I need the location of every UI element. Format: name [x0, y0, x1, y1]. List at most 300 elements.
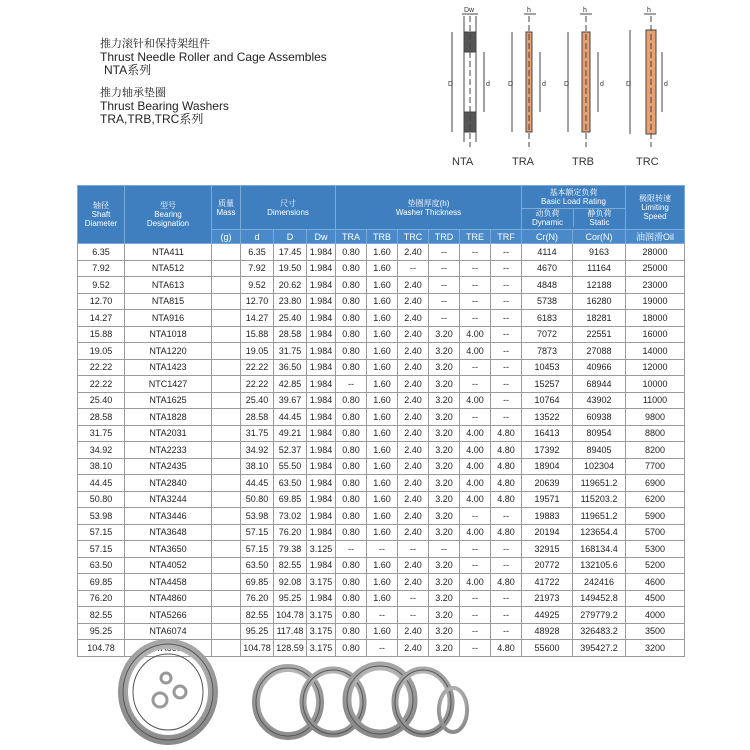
- cell-tre: 4.00: [460, 475, 491, 492]
- cell-dim-Dw: 1.984: [307, 376, 336, 393]
- cell-dynamic-load: 16413: [522, 425, 573, 442]
- cell-dynamic-load: 19883: [522, 508, 573, 525]
- cell-shaft-diameter: 57.15: [78, 524, 125, 541]
- cell-trf: 4.80: [491, 524, 522, 541]
- cell-designation: NTA1423: [125, 359, 212, 376]
- dim-h-label-trc: h: [647, 7, 651, 14]
- cell-limiting-speed: 14000: [626, 343, 685, 360]
- cell-trd: --: [429, 541, 460, 558]
- cell-dim-D: 117.48: [274, 623, 307, 640]
- cell-dim-d: 9.52: [241, 277, 274, 294]
- cell-trf: --: [491, 244, 522, 261]
- header-mass: 质量 Mass: [212, 186, 241, 230]
- cell-static-load: 242416: [573, 574, 626, 591]
- cell-dim-Dw: 1.984: [307, 425, 336, 442]
- subheader-Dw: Dw: [307, 230, 336, 244]
- cell-dim-D: 52.37: [274, 442, 307, 459]
- cell-limiting-speed: 3200: [626, 640, 685, 657]
- cell-tre: 4.00: [460, 524, 491, 541]
- cell-trf: --: [491, 293, 522, 310]
- cell-trb: 1.60: [367, 310, 398, 327]
- cell-tra: 0.80: [336, 491, 367, 508]
- cell-limiting-speed: 25000: [626, 260, 685, 277]
- cell-dim-d: 63.50: [241, 557, 274, 574]
- specification-table: [77, 185, 685, 657]
- cell-trb: --: [367, 640, 398, 657]
- cell-tra: 0.80: [336, 475, 367, 492]
- cell-static-load: 18281: [573, 310, 626, 327]
- cell-tre: --: [460, 607, 491, 624]
- cell-tra: 0.80: [336, 607, 367, 624]
- cell-mass: [212, 491, 241, 508]
- cell-tra: 0.80: [336, 409, 367, 426]
- cell-limiting-speed: 5200: [626, 557, 685, 574]
- cell-shaft-diameter: 19.05: [78, 343, 125, 360]
- cell-dim-Dw: 1.984: [307, 260, 336, 277]
- cell-trd: 3.20: [429, 392, 460, 409]
- table-row: [78, 409, 685, 426]
- cell-dim-D: 82.55: [274, 557, 307, 574]
- dim-D-label-tra: D: [508, 81, 514, 88]
- cell-limiting-speed: 8800: [626, 425, 685, 442]
- cell-trf: 4.80: [491, 442, 522, 459]
- header-designation: 型号 Bearing Designation: [125, 186, 212, 244]
- cell-trc: 2.40: [398, 557, 429, 574]
- cell-shaft-diameter: 12.70: [78, 293, 125, 310]
- cell-dynamic-load: 17392: [522, 442, 573, 459]
- cell-trc: --: [398, 607, 429, 624]
- cell-designation: NTA613: [125, 277, 212, 294]
- cell-mass: [212, 310, 241, 327]
- cell-dim-Dw: 1.984: [307, 458, 336, 475]
- cell-limiting-speed: 9800: [626, 409, 685, 426]
- cell-designation: NTA2233: [125, 442, 212, 459]
- cell-dynamic-load: 13522: [522, 409, 573, 426]
- header-washer-thickness: 垫圈厚度(h) Washer Thickness: [336, 186, 522, 230]
- cell-tra: 0.80: [336, 310, 367, 327]
- cell-designation: NTA1220: [125, 343, 212, 360]
- cell-static-load: 40966: [573, 359, 626, 376]
- cell-mass: [212, 277, 241, 294]
- cell-static-load: 119651.2: [573, 475, 626, 492]
- cell-dim-D: 63.50: [274, 475, 307, 492]
- cell-trf: --: [491, 541, 522, 558]
- cell-shaft-diameter: 22.22: [78, 359, 125, 376]
- cell-dim-D: 44.45: [274, 409, 307, 426]
- subheader-trc: TRC: [398, 230, 429, 244]
- cell-limiting-speed: 23000: [626, 277, 685, 294]
- cell-tre: --: [460, 293, 491, 310]
- cell-designation: NTA4052: [125, 557, 212, 574]
- washer-title-cn: 推力轴承垫圈: [100, 87, 166, 99]
- cell-trc: --: [398, 541, 429, 558]
- nta-title-cn: 推力滚针和保持架组件: [100, 38, 210, 50]
- cell-mass: [212, 524, 241, 541]
- cell-trb: 1.60: [367, 425, 398, 442]
- cell-tre: --: [460, 590, 491, 607]
- cell-trd: 3.20: [429, 623, 460, 640]
- dim-h-label-tra: h: [527, 7, 531, 14]
- cell-trf: 4.80: [491, 458, 522, 475]
- cell-trd: 3.20: [429, 475, 460, 492]
- cell-dynamic-load: 20639: [522, 475, 573, 492]
- cell-trd: --: [429, 293, 460, 310]
- subheader-D: D: [274, 230, 307, 244]
- cell-trf: --: [491, 310, 522, 327]
- cell-mass: [212, 392, 241, 409]
- cell-trd: 3.20: [429, 590, 460, 607]
- table-row: [78, 425, 685, 442]
- cell-mass: [212, 541, 241, 558]
- cell-dim-D: 79.38: [274, 541, 307, 558]
- table-row: [78, 524, 685, 541]
- cell-mass: [212, 442, 241, 459]
- cell-tre: --: [460, 640, 491, 657]
- cell-dim-D: 128.59: [274, 640, 307, 657]
- cell-trc: 2.40: [398, 343, 429, 360]
- cell-dim-d: 15.88: [241, 326, 274, 343]
- cell-dynamic-load: 20772: [522, 557, 573, 574]
- cell-dynamic-load: 4670: [522, 260, 573, 277]
- cell-tre: 4.00: [460, 491, 491, 508]
- cell-dim-Dw: 3.175: [307, 574, 336, 591]
- cell-tra: 0.80: [336, 508, 367, 525]
- cell-trb: 1.60: [367, 574, 398, 591]
- cell-static-load: 12188: [573, 277, 626, 294]
- cell-dim-d: 95.25: [241, 623, 274, 640]
- dim-D-label-nta: D: [448, 81, 454, 88]
- cell-limiting-speed: 4500: [626, 590, 685, 607]
- cell-trb: 1.60: [367, 557, 398, 574]
- cell-tra: 0.80: [336, 260, 367, 277]
- cell-dim-D: 104.78: [274, 607, 307, 624]
- cell-static-load: 279779.2: [573, 607, 626, 624]
- cell-dynamic-load: 4114: [522, 244, 573, 261]
- cell-dynamic-load: 32915: [522, 541, 573, 558]
- nta-title-en: Thrust Needle Roller and Cage Assembles: [100, 50, 327, 64]
- cell-mass: [212, 607, 241, 624]
- cell-trd: 3.20: [429, 508, 460, 525]
- cell-shaft-diameter: 38.10: [78, 458, 125, 475]
- subheader-oil: 油润滑Oil: [626, 230, 685, 244]
- cell-static-load: 89405: [573, 442, 626, 459]
- cell-shaft-diameter: 57.15: [78, 541, 125, 558]
- cell-trd: --: [429, 277, 460, 294]
- cell-dim-d: 53.98: [241, 508, 274, 525]
- cell-tre: --: [460, 409, 491, 426]
- table-row: [78, 326, 685, 343]
- cell-dim-D: 92.08: [274, 574, 307, 591]
- nta-series: NTA系列: [104, 63, 152, 77]
- cell-tra: 0.80: [336, 359, 367, 376]
- cell-tre: --: [460, 557, 491, 574]
- cell-dynamic-load: 20194: [522, 524, 573, 541]
- cell-trf: --: [491, 409, 522, 426]
- cell-dim-Dw: 1.984: [307, 491, 336, 508]
- cell-tra: 0.80: [336, 458, 367, 475]
- cell-trb: 1.60: [367, 458, 398, 475]
- cell-mass: [212, 623, 241, 640]
- cell-dim-D: 17.45: [274, 244, 307, 261]
- cell-trd: 3.20: [429, 524, 460, 541]
- subheader-mass-unit: (g): [212, 230, 241, 244]
- header-dynamic: 动负荷 Dynamic: [522, 209, 574, 227]
- subheader-cor: Cor(N): [573, 230, 626, 244]
- cell-shaft-diameter: 53.98: [78, 508, 125, 525]
- table-row: [78, 508, 685, 525]
- cell-dim-d: 22.22: [241, 359, 274, 376]
- cell-static-load: 395427.2: [573, 640, 626, 657]
- cell-trd: 3.20: [429, 326, 460, 343]
- cell-dynamic-load: 44925: [522, 607, 573, 624]
- cell-dim-d: 50.80: [241, 491, 274, 508]
- cell-dim-d: 7.92: [241, 260, 274, 277]
- cell-static-load: 22551: [573, 326, 626, 343]
- dim-d-label-nta: d: [486, 81, 490, 88]
- cell-dim-D: 73.02: [274, 508, 307, 525]
- cell-trb: 1.60: [367, 491, 398, 508]
- cell-dim-D: 23.80: [274, 293, 307, 310]
- cell-dynamic-load: 5738: [522, 293, 573, 310]
- header-limiting-speed: 极限转速 Limiting Speed: [626, 186, 685, 230]
- cell-dim-d: 19.05: [241, 343, 274, 360]
- cell-dim-D: 28.58: [274, 326, 307, 343]
- table-row: [78, 359, 685, 376]
- cell-dim-D: 20.62: [274, 277, 307, 294]
- cell-dim-d: 12.70: [241, 293, 274, 310]
- cell-tre: 4.00: [460, 458, 491, 475]
- cell-mass: [212, 458, 241, 475]
- table-row: [78, 244, 685, 261]
- table-row: [78, 475, 685, 492]
- cell-dim-D: 55.50: [274, 458, 307, 475]
- cell-trc: 2.40: [398, 277, 429, 294]
- cell-tra: 0.80: [336, 293, 367, 310]
- cell-static-load: 168134.4: [573, 541, 626, 558]
- cell-trc: 2.40: [398, 409, 429, 426]
- cell-shaft-diameter: 31.75: [78, 425, 125, 442]
- cell-dim-d: 57.15: [241, 541, 274, 558]
- cell-tre: --: [460, 376, 491, 393]
- diagram-label-nta: NTA: [452, 156, 474, 168]
- cell-trd: 3.20: [429, 409, 460, 426]
- cell-dynamic-load: 4848: [522, 277, 573, 294]
- cell-dim-Dw: 1.984: [307, 590, 336, 607]
- cell-designation: NTA815: [125, 293, 212, 310]
- cell-dynamic-load: 15257: [522, 376, 573, 393]
- table-row: [78, 607, 685, 624]
- table-row: [78, 541, 685, 558]
- table-row: [78, 557, 685, 574]
- cell-mass: [212, 359, 241, 376]
- cell-trd: 3.20: [429, 359, 460, 376]
- cell-tra: 0.80: [336, 392, 367, 409]
- cell-trc: 2.40: [398, 640, 429, 657]
- table-body: [78, 244, 685, 657]
- cell-trc: 2.40: [398, 458, 429, 475]
- cell-mass: [212, 508, 241, 525]
- cell-trb: 1.60: [367, 623, 398, 640]
- cell-trf: 4.80: [491, 475, 522, 492]
- header-shaft-diameter: 轴径 Shaft Diameter: [78, 186, 125, 244]
- table-row: [78, 376, 685, 393]
- cell-trf: 4.80: [491, 574, 522, 591]
- cell-dim-d: 28.58: [241, 409, 274, 426]
- cell-designation: NTA3446: [125, 508, 212, 525]
- cell-dim-Dw: 1.984: [307, 326, 336, 343]
- cell-mass: [212, 326, 241, 343]
- cell-trc: --: [398, 260, 429, 277]
- cell-tra: 0.80: [336, 343, 367, 360]
- cell-designation: NTA3650: [125, 541, 212, 558]
- cell-tre: 4.00: [460, 442, 491, 459]
- cell-shaft-diameter: 104.78: [78, 640, 125, 657]
- cell-designation: NTA916: [125, 310, 212, 327]
- cell-designation: NTA2031: [125, 425, 212, 442]
- cell-trc: 2.40: [398, 425, 429, 442]
- cell-designation: NTA2435: [125, 458, 212, 475]
- cell-dim-Dw: 1.984: [307, 359, 336, 376]
- cell-limiting-speed: 18000: [626, 310, 685, 327]
- cell-dim-d: 38.10: [241, 458, 274, 475]
- cell-dim-D: 39.67: [274, 392, 307, 409]
- cell-dim-d: 14.27: [241, 310, 274, 327]
- cell-dim-d: 69.85: [241, 574, 274, 591]
- cell-trf: --: [491, 326, 522, 343]
- cell-limiting-speed: 28000: [626, 244, 685, 261]
- cell-tra: 0.80: [336, 640, 367, 657]
- cell-dim-Dw: 1.984: [307, 392, 336, 409]
- cell-dim-d: 82.55: [241, 607, 274, 624]
- cell-limiting-speed: 4000: [626, 607, 685, 624]
- cell-mass: [212, 260, 241, 277]
- table-row: [78, 277, 685, 294]
- bearing-cross-section-diagram: [440, 2, 685, 172]
- cell-dynamic-load: 7072: [522, 326, 573, 343]
- cell-trc: --: [398, 590, 429, 607]
- cell-limiting-speed: 16000: [626, 326, 685, 343]
- cell-dim-D: 36.50: [274, 359, 307, 376]
- cell-trf: --: [491, 508, 522, 525]
- cell-static-load: 149452.8: [573, 590, 626, 607]
- product-photo-rings: [118, 640, 473, 745]
- cell-dim-Dw: 3.175: [307, 623, 336, 640]
- cell-dim-Dw: 1.984: [307, 557, 336, 574]
- cell-tra: 0.80: [336, 326, 367, 343]
- cell-dim-Dw: 3.175: [307, 607, 336, 624]
- cell-dynamic-load: 10764: [522, 392, 573, 409]
- cell-trc: 2.40: [398, 293, 429, 310]
- cell-trb: --: [367, 607, 398, 624]
- table-row: [78, 260, 685, 277]
- table-row: [78, 574, 685, 591]
- cell-tra: 0.80: [336, 277, 367, 294]
- cell-limiting-speed: 5700: [626, 524, 685, 541]
- cell-trf: --: [491, 376, 522, 393]
- dim-d-label-trb: d: [600, 81, 604, 88]
- cell-dim-Dw: 1.984: [307, 475, 336, 492]
- cell-dynamic-load: 21973: [522, 590, 573, 607]
- cell-mass: [212, 293, 241, 310]
- cell-tre: 4.00: [460, 326, 491, 343]
- cell-designation: NTA6074: [125, 623, 212, 640]
- cell-limiting-speed: 6200: [626, 491, 685, 508]
- cell-limiting-speed: 5300: [626, 541, 685, 558]
- cell-limiting-speed: 10000: [626, 376, 685, 393]
- table-row: [78, 442, 685, 459]
- cell-shaft-diameter: 44.45: [78, 475, 125, 492]
- cell-tre: --: [460, 260, 491, 277]
- cell-dim-d: 25.40: [241, 392, 274, 409]
- cell-trf: --: [491, 557, 522, 574]
- cell-tra: 0.80: [336, 524, 367, 541]
- cell-limiting-speed: 5900: [626, 508, 685, 525]
- cell-designation: NTA3648: [125, 524, 212, 541]
- cell-trd: 3.20: [429, 376, 460, 393]
- cell-shaft-diameter: 7.92: [78, 260, 125, 277]
- subheader-tre: TRE: [460, 230, 491, 244]
- cell-static-load: 9163: [573, 244, 626, 261]
- cell-trf: --: [491, 392, 522, 409]
- cell-shaft-diameter: 15.88: [78, 326, 125, 343]
- cell-trb: 1.60: [367, 277, 398, 294]
- cell-dim-D: 25.40: [274, 310, 307, 327]
- cell-static-load: 326483.2: [573, 623, 626, 640]
- cell-dim-D: 31.75: [274, 343, 307, 360]
- cell-trb: 1.60: [367, 409, 398, 426]
- subheader-cr: Cr(N): [522, 230, 573, 244]
- cell-shaft-diameter: 34.92: [78, 442, 125, 459]
- cell-static-load: 11164: [573, 260, 626, 277]
- cell-designation: NTA3244: [125, 491, 212, 508]
- cell-mass: [212, 557, 241, 574]
- cell-dim-Dw: 1.984: [307, 293, 336, 310]
- cell-trd: --: [429, 310, 460, 327]
- cell-trc: 2.40: [398, 376, 429, 393]
- cell-dynamic-load: 19571: [522, 491, 573, 508]
- diagram-label-trb: TRB: [572, 156, 594, 168]
- cell-dim-Dw: 1.984: [307, 277, 336, 294]
- cell-trb: 1.60: [367, 343, 398, 360]
- cell-static-load: 123654.4: [573, 524, 626, 541]
- cell-mass: [212, 244, 241, 261]
- cell-trc: 2.40: [398, 508, 429, 525]
- product-photo-svg: [118, 640, 473, 745]
- cell-dim-D: 76.20: [274, 524, 307, 541]
- cell-dynamic-load: 18904: [522, 458, 573, 475]
- cell-shaft-diameter: 28.58: [78, 409, 125, 426]
- cell-trd: --: [429, 244, 460, 261]
- cell-dim-d: 57.15: [241, 524, 274, 541]
- cell-trb: 1.60: [367, 508, 398, 525]
- cell-limiting-speed: 4600: [626, 574, 685, 591]
- subheader-trf: TRF: [491, 230, 522, 244]
- cell-dim-Dw: 3.175: [307, 640, 336, 657]
- cell-trd: 3.20: [429, 574, 460, 591]
- cell-dim-Dw: 1.984: [307, 343, 336, 360]
- cell-tra: 0.80: [336, 557, 367, 574]
- cell-static-load: 132105.6: [573, 557, 626, 574]
- cell-designation: NTA1828: [125, 409, 212, 426]
- cell-trf: 4.80: [491, 640, 522, 657]
- cell-dim-D: 69.85: [274, 491, 307, 508]
- header-load-rating: 基本额定负荷 Basic Load Rating 动负荷 Dynamic 静负荷 Static: [522, 186, 626, 230]
- table-row: [78, 458, 685, 475]
- cell-limiting-speed: 7700: [626, 458, 685, 475]
- cell-trc: 2.40: [398, 442, 429, 459]
- dim-h-label-trb: h: [583, 7, 587, 14]
- cell-static-load: 60938: [573, 409, 626, 426]
